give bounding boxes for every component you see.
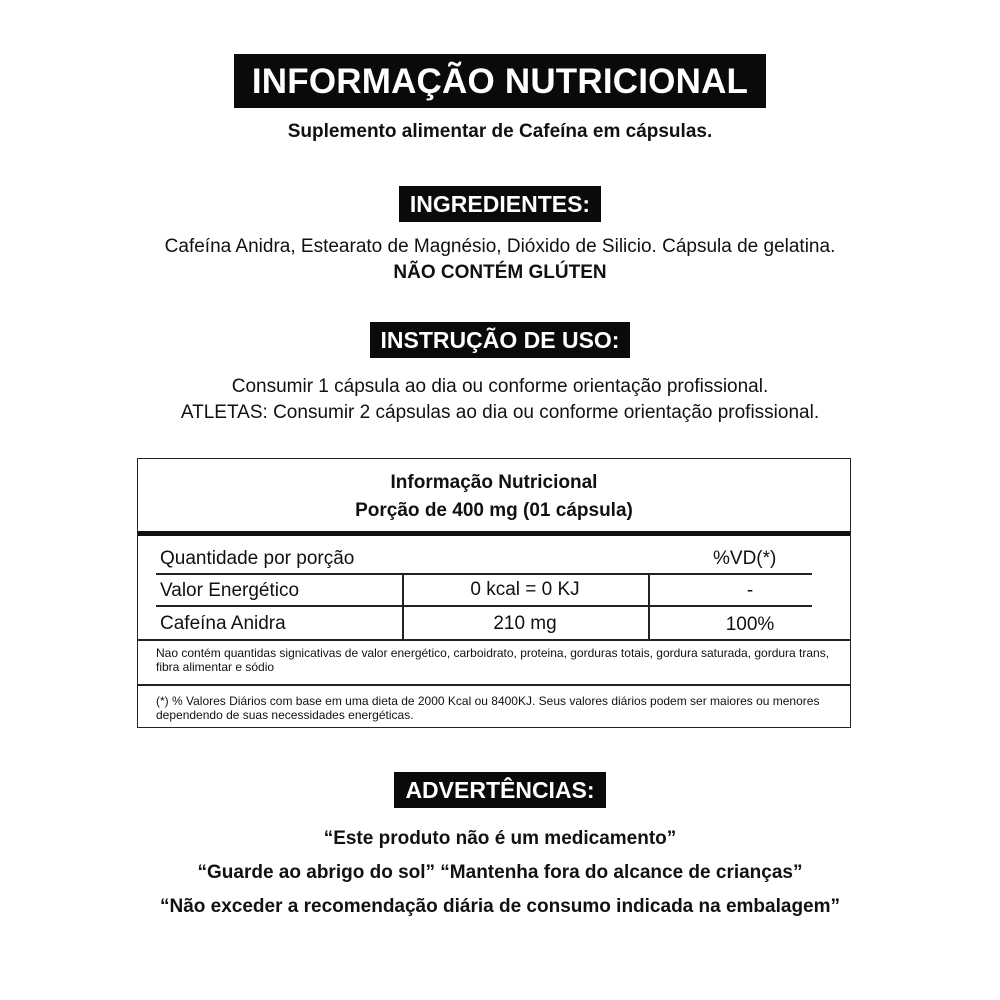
warnings-heading: ADVERTÊNCIAS: — [394, 772, 605, 808]
daily-value-footnote: (*) % Valores Diários com base em uma dieta de 2000 Kcal ou 8400KJ. Seus valores diários podem ser maiores ou menores dependendo de suas necessidades energéticas. — [156, 694, 820, 722]
note-divider — [138, 684, 850, 686]
warnings-heading-wrap — [0, 772, 1000, 808]
row-energy-name: Valor Energético — [160, 580, 300, 601]
nutrition-table — [137, 458, 851, 728]
nutrition-table-header — [138, 469, 850, 525]
warnings-section — [0, 822, 1000, 924]
column-divider — [648, 573, 650, 640]
row-caffeine-dv: 100% — [725, 614, 775, 635]
row-energy-amount: 0 kcal = 0 KJ — [470, 579, 580, 600]
dv-header: %VD(*) — [713, 548, 777, 569]
row-energy-dv: - — [746, 580, 754, 601]
row-caffeine-name: Cafeína Anidra — [160, 613, 286, 634]
nutrition-table-title: Informação Nutricional — [390, 472, 598, 493]
warning-line-3: “Não exceder a recomendação diária de consumo indicada na embalagem” — [159, 896, 841, 917]
thick-divider — [138, 531, 850, 536]
usage-section — [0, 374, 1000, 426]
ingredients-heading: INGREDIENTES: — [399, 186, 601, 222]
title-banner — [0, 54, 1000, 108]
nutrition-footnote: Nao contém quantidas signicativas de valor energético, carboidrato, proteina, gorduras totais, gordura saturada, gordura trans, fibra alimentar e sódio — [156, 646, 830, 674]
row-divider — [156, 605, 812, 607]
ingredients-heading-wrap — [0, 186, 1000, 222]
usage-heading: INSTRUÇÃO DE USO: — [370, 322, 631, 358]
ingredients-list: Cafeína Anidra, Estearato de Magnésio, Dióxido de Silicio. Cápsula de gelatina. — [164, 236, 836, 257]
row-divider — [138, 639, 850, 641]
warning-line-1: “Este produto não é um medicamento” — [323, 828, 677, 849]
column-divider — [402, 573, 404, 640]
ingredients-section — [0, 234, 1000, 286]
row-caffeine-amount: 210 mg — [493, 613, 557, 634]
gluten-notice: NÃO CONTÉM GLÚTEN — [393, 262, 607, 283]
page-title: INFORMAÇÃO NUTRICIONAL — [234, 54, 766, 108]
quantity-header: Quantidade por porção — [160, 548, 355, 569]
nutrition-portion: Porção de 400 mg (01 cápsula) — [355, 500, 633, 521]
subtitle: Suplemento alimentar de Cafeína em cápsulas. — [287, 121, 713, 142]
row-divider — [156, 573, 812, 575]
usage-line-2: ATLETAS: Consumir 2 cápsulas ao dia ou conforme orientação profissional. — [180, 402, 820, 423]
usage-heading-wrap — [0, 322, 1000, 358]
warning-line-2: “Guarde ao abrigo do sol” “Mantenha fora do alcance de crianças” — [197, 862, 803, 883]
usage-line-1: Consumir 1 cápsula ao dia ou conforme orientação profissional. — [231, 376, 769, 397]
